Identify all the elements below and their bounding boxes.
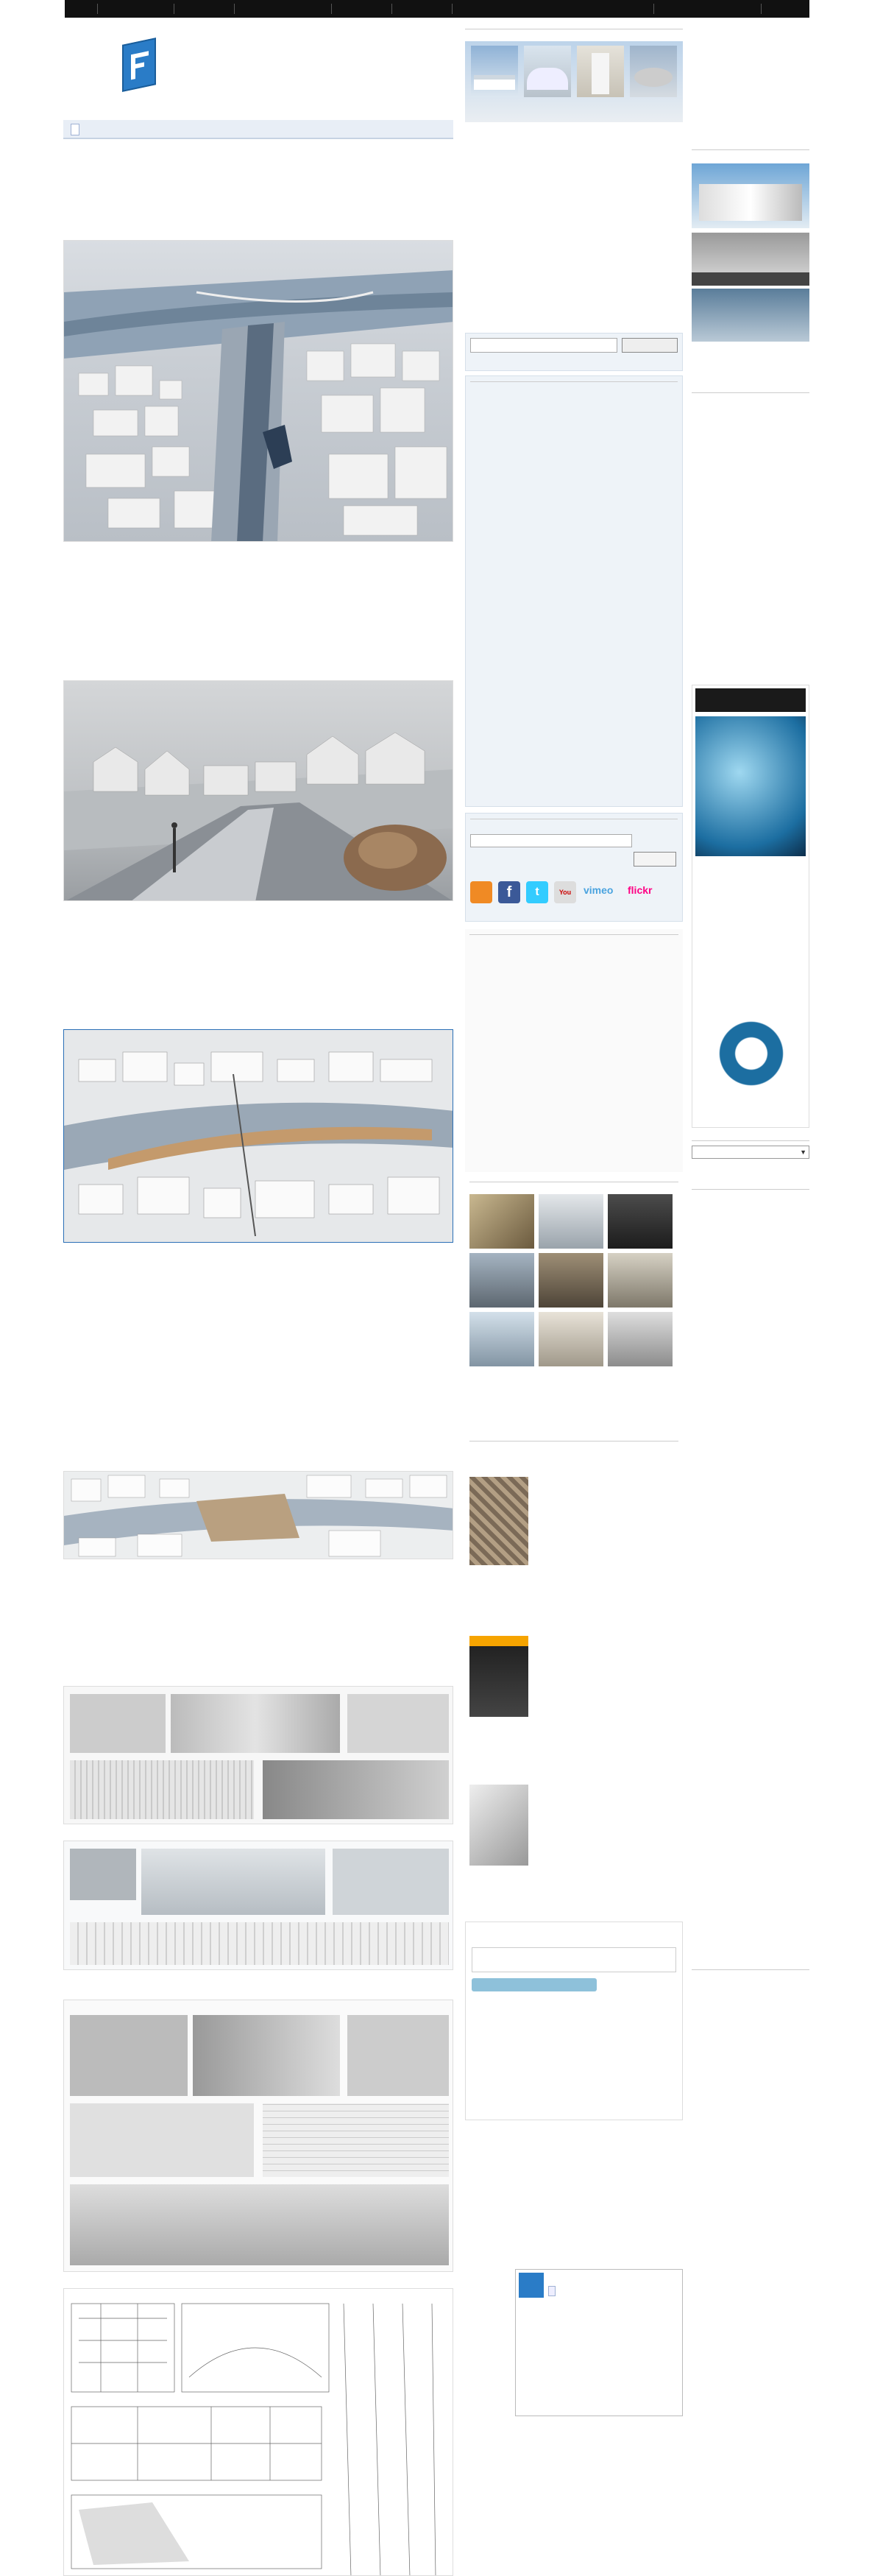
nav-separator xyxy=(97,4,98,14)
birdseye-render xyxy=(64,1030,453,1243)
gesturetek-ad[interactable] xyxy=(692,685,809,1128)
category-title[interactable] xyxy=(692,1187,809,1190)
tweet-input[interactable] xyxy=(472,1947,676,1972)
strip-render xyxy=(64,1472,453,1559)
twitter-follow-button[interactable] xyxy=(472,1978,597,1991)
book-cover[interactable] xyxy=(469,1477,528,1565)
browse-by-date xyxy=(692,1138,809,1159)
post-paragraph-5 xyxy=(63,1369,453,1467)
selected-buildings xyxy=(465,1176,683,1427)
chevron-down-icon: ▼ xyxy=(800,1148,806,1156)
partner-banner[interactable] xyxy=(692,289,809,342)
selected-thumb[interactable] xyxy=(469,1194,534,1249)
post-image-panel-4[interactable] xyxy=(63,2288,453,2576)
selected-thumb[interactable] xyxy=(539,1194,603,1249)
post-image-panel-1[interactable] xyxy=(63,1686,453,1824)
books-title[interactable] xyxy=(469,1439,678,1441)
facebook-fan-box xyxy=(515,2269,683,2416)
upcoming-events xyxy=(465,929,683,1172)
nav-separator xyxy=(452,4,453,14)
fanbox-avatar xyxy=(519,2273,544,2298)
post-image-strip[interactable] xyxy=(63,1471,453,1559)
gesturetek-image xyxy=(695,716,806,856)
selected-thumb[interactable] xyxy=(539,1312,603,1366)
events-title[interactable] xyxy=(469,932,678,935)
follow-us xyxy=(465,813,683,922)
keyword-title[interactable] xyxy=(692,390,809,393)
selected-thumb[interactable] xyxy=(469,1312,534,1366)
flickr-icon[interactable]: flickr xyxy=(628,884,653,896)
post-paragraph-6 xyxy=(63,1575,453,1686)
aerial-render xyxy=(64,241,453,542)
post-paragraph-1 xyxy=(63,557,453,645)
follow-title xyxy=(470,816,678,819)
youtube-icon[interactable]: You xyxy=(554,881,576,903)
selected-title[interactable] xyxy=(469,1179,678,1182)
nav-separator xyxy=(331,4,332,14)
logo-cube-icon xyxy=(122,38,156,92)
post-image-aerial[interactable] xyxy=(63,240,453,542)
partner-label xyxy=(692,272,809,286)
featured-title xyxy=(465,27,683,29)
selected-thumb[interactable] xyxy=(539,1253,603,1308)
right-column xyxy=(692,147,809,150)
month-select[interactable] xyxy=(692,1146,809,1159)
partner-banner[interactable] xyxy=(692,233,809,286)
friends xyxy=(692,1967,809,1970)
rss-icon[interactable] xyxy=(470,881,492,903)
browse-by-keyword xyxy=(692,390,809,396)
site-logo[interactable] xyxy=(65,32,227,113)
selected-thumb[interactable] xyxy=(469,1253,534,1308)
facebook-icon[interactable]: f xyxy=(498,881,520,903)
bydate-title[interactable] xyxy=(692,1138,809,1141)
featured-carousel[interactable] xyxy=(465,41,683,122)
post-paragraph-2 xyxy=(63,657,453,668)
nav-separator xyxy=(234,4,235,14)
partner-banner[interactable] xyxy=(692,163,809,228)
post-image-panel-2[interactable] xyxy=(63,1841,453,1970)
top-nav xyxy=(65,0,809,18)
latest-comments-title[interactable] xyxy=(470,379,678,382)
gesturetek-emblem xyxy=(714,1017,788,1090)
facebook-like-button[interactable] xyxy=(71,124,79,135)
nav-separator xyxy=(761,4,762,14)
book-cover[interactable] xyxy=(469,1636,528,1717)
post-paragraph-4 xyxy=(63,1259,453,1369)
walkway-render xyxy=(64,681,453,901)
vimeo-icon[interactable]: vimeo xyxy=(584,884,614,896)
search-input[interactable] xyxy=(470,338,617,353)
newsletter-submit-button[interactable] xyxy=(634,852,676,867)
google-ads xyxy=(465,143,683,327)
partners-title[interactable] xyxy=(692,147,809,150)
middle-column xyxy=(465,27,683,29)
twitter-icon[interactable]: t xyxy=(526,881,548,903)
selected-thumb[interactable] xyxy=(608,1194,673,1249)
facebook-like-bar xyxy=(63,120,453,139)
search-button[interactable] xyxy=(622,338,678,353)
nav-separator xyxy=(391,4,392,14)
friends-title[interactable] xyxy=(692,1967,809,1970)
latest-comments xyxy=(465,375,683,807)
selected-thumb[interactable] xyxy=(608,1253,673,1308)
post-image-birdseye[interactable] xyxy=(63,1029,453,1243)
browse-by-category xyxy=(692,1187,809,1192)
selected-thumb[interactable] xyxy=(608,1312,673,1366)
book-cover[interactable] xyxy=(469,1785,528,1866)
search-box xyxy=(465,333,683,371)
gesturetek-logo xyxy=(695,688,806,712)
post-image-walkway[interactable] xyxy=(63,680,453,901)
nav-separator xyxy=(653,4,654,14)
post-paragraph-3 xyxy=(63,916,453,1026)
newsletter-email-input[interactable] xyxy=(470,834,632,847)
fanbox-like-button[interactable] xyxy=(548,2286,556,2296)
panel-drawing xyxy=(64,2289,453,2576)
post-image-panel-3[interactable] xyxy=(63,2000,453,2272)
